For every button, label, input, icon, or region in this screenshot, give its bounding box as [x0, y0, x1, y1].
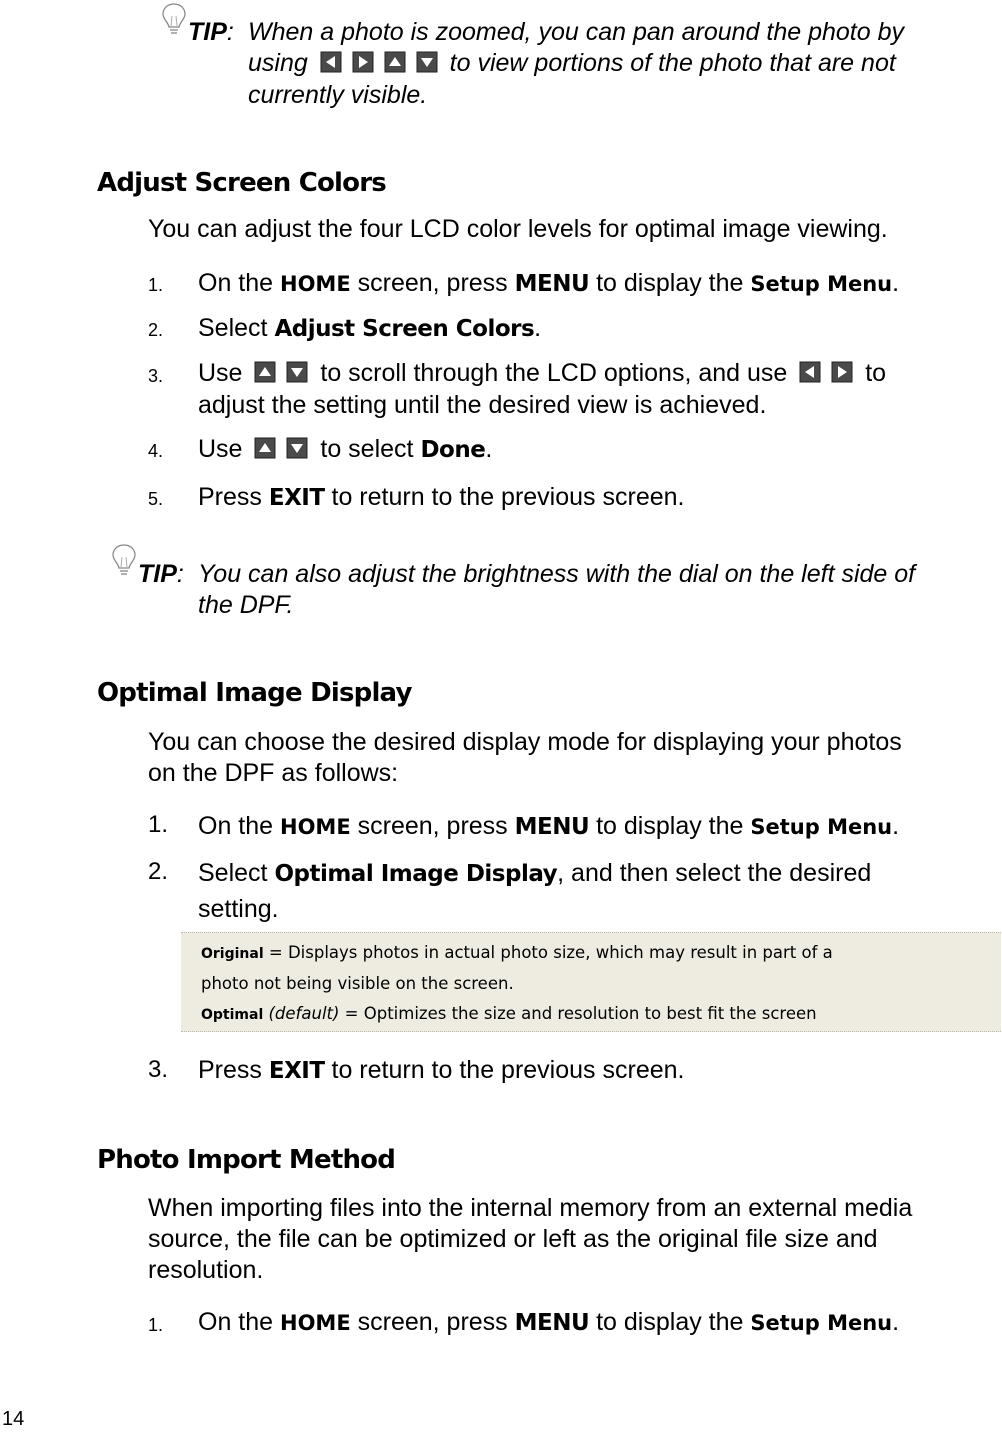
up-arrow-icon	[254, 437, 276, 459]
adjust-step3-line2: adjust the setting until the desired view is achieved.	[198, 391, 767, 419]
step-text: Use	[198, 435, 243, 463]
step-text: .	[892, 1308, 900, 1336]
step-text: On the	[198, 269, 280, 297]
step-text: to	[865, 359, 887, 387]
down-arrow-icon	[286, 361, 308, 383]
step-number: 2.	[148, 858, 169, 885]
optimal-step2	[198, 858, 871, 890]
setup-menu-label: Setup Menu	[750, 815, 893, 839]
right-arrow-icon	[352, 51, 374, 73]
step-number: 3.	[148, 1056, 169, 1083]
step-number: 3.	[148, 366, 164, 386]
left-arrow-icon	[320, 51, 342, 73]
step-text: .	[534, 314, 542, 342]
step-text: On the	[198, 1308, 280, 1336]
step-number: 1.	[148, 811, 169, 838]
import-intro-line1: When importing files into the internal memory from an external media	[148, 1194, 913, 1222]
step-number: 2.	[148, 320, 164, 340]
optimal-label: Optimal	[201, 1007, 264, 1023]
step-number: 4.	[148, 441, 164, 461]
tip-label: TIP	[188, 18, 227, 46]
callout-original-row	[201, 938, 1001, 969]
right-arrow-icon	[831, 361, 853, 383]
step-text: screen, press	[350, 269, 515, 297]
step-text: .	[485, 435, 493, 463]
step-text: to scroll through the LCD options, and use	[320, 359, 788, 387]
tip1-line2	[248, 48, 896, 79]
adjust-intro: You can adjust the four LCD color levels for optimal image viewing.	[148, 215, 888, 243]
tip1-label-row: TIP:	[188, 18, 234, 46]
import-step1	[198, 1307, 899, 1339]
callout-optimal-row	[201, 999, 1001, 1030]
lightbulb-icon	[160, 2, 188, 41]
home-label: HOME	[280, 1311, 351, 1335]
optimal-step3	[198, 1055, 684, 1087]
tip1-line3: currently visible.	[248, 81, 428, 109]
step-number: 1.	[148, 275, 164, 295]
import-intro-line3: resolution.	[148, 1256, 264, 1284]
step-number: 1.	[148, 1315, 164, 1335]
menu-label: MENU	[514, 814, 590, 840]
section-heading-adjust-screen-colors: Adjust Screen Colors	[97, 168, 386, 198]
exit-label: EXIT	[268, 485, 325, 511]
step-text: .	[892, 812, 900, 840]
step-text: .	[892, 269, 900, 297]
tip2-label-row: TIP:	[138, 560, 184, 588]
tip1-line1: When a photo is zoomed, you can pan around the photo by	[248, 18, 905, 46]
adjust-step3	[198, 358, 886, 389]
step-text: to return to the previous screen.	[324, 483, 685, 511]
setup-menu-label: Setup Menu	[750, 272, 893, 296]
up-arrow-icon	[384, 51, 406, 73]
down-arrow-icon	[286, 437, 308, 459]
adjust-step4	[198, 434, 492, 466]
page-number: 14	[2, 1408, 25, 1430]
adjust-step2	[198, 313, 541, 345]
step-text: screen, press	[350, 1308, 515, 1336]
exit-label: EXIT	[268, 1058, 325, 1084]
step-text: to display the	[589, 269, 751, 297]
step-text: Press	[198, 483, 269, 511]
step-text: Select	[198, 859, 275, 887]
optimal-image-display-label: Optimal Image Display	[274, 861, 558, 887]
callout-text: = Optimizes the size and resolution to best fit the screen	[339, 1004, 817, 1023]
display-options-callout	[181, 932, 1001, 1032]
step-text: On the	[198, 812, 280, 840]
step-number: 5.	[148, 489, 164, 509]
optimal-intro-line1: You can choose the desired display mode for displaying your photos	[148, 728, 902, 756]
optimal-intro-line2: on the DPF as follows:	[148, 759, 399, 787]
optimal-step1	[198, 811, 899, 843]
setup-menu-label: Setup Menu	[750, 1311, 893, 1335]
original-label: Original	[201, 946, 264, 962]
callout-original-row2: photo not being visible on the screen.	[201, 974, 514, 993]
step-text: Use	[198, 359, 243, 387]
tip2-line2: the DPF.	[198, 591, 294, 619]
step-text: to display the	[589, 1308, 751, 1336]
tip1-line2-start: using	[248, 49, 308, 77]
step-text: Select	[198, 314, 275, 342]
adjust-screen-colors-label: Adjust Screen Colors	[274, 316, 535, 342]
section-heading-photo-import-method: Photo Import Method	[97, 1145, 396, 1175]
up-arrow-icon	[254, 361, 276, 383]
step-text: to select	[320, 435, 421, 463]
adjust-step1	[198, 268, 899, 300]
step-text: , and then select the desired	[557, 859, 872, 887]
step-text: screen, press	[350, 812, 515, 840]
optimal-step2-line2: setting.	[198, 895, 279, 923]
section-heading-optimal-image-display: Optimal Image Display	[97, 678, 412, 708]
step-text: to return to the previous screen.	[324, 1056, 685, 1084]
import-intro-line2: source, the file can be optimized or left as the original file size and	[148, 1225, 878, 1253]
menu-label: MENU	[514, 1310, 590, 1336]
step-text: to display the	[589, 812, 751, 840]
tip1-line2-end: to view portions of the photo that are not	[449, 49, 896, 77]
tip2-line1: You can also adjust the brightness with the dial on the left side of	[198, 560, 916, 588]
left-arrow-icon	[799, 361, 821, 383]
callout-text: = Displays photos in actual photo size, which may result in part of a	[263, 943, 833, 962]
home-label: HOME	[280, 272, 351, 296]
done-label: Done	[420, 437, 486, 463]
tip-label: TIP	[138, 560, 177, 588]
adjust-step5	[198, 482, 684, 514]
step-text: Press	[198, 1056, 269, 1084]
home-label: HOME	[280, 815, 351, 839]
lightbulb-icon	[110, 543, 138, 582]
menu-label: MENU	[514, 271, 590, 297]
down-arrow-icon	[416, 51, 438, 73]
default-tag: (default)	[268, 1004, 340, 1023]
